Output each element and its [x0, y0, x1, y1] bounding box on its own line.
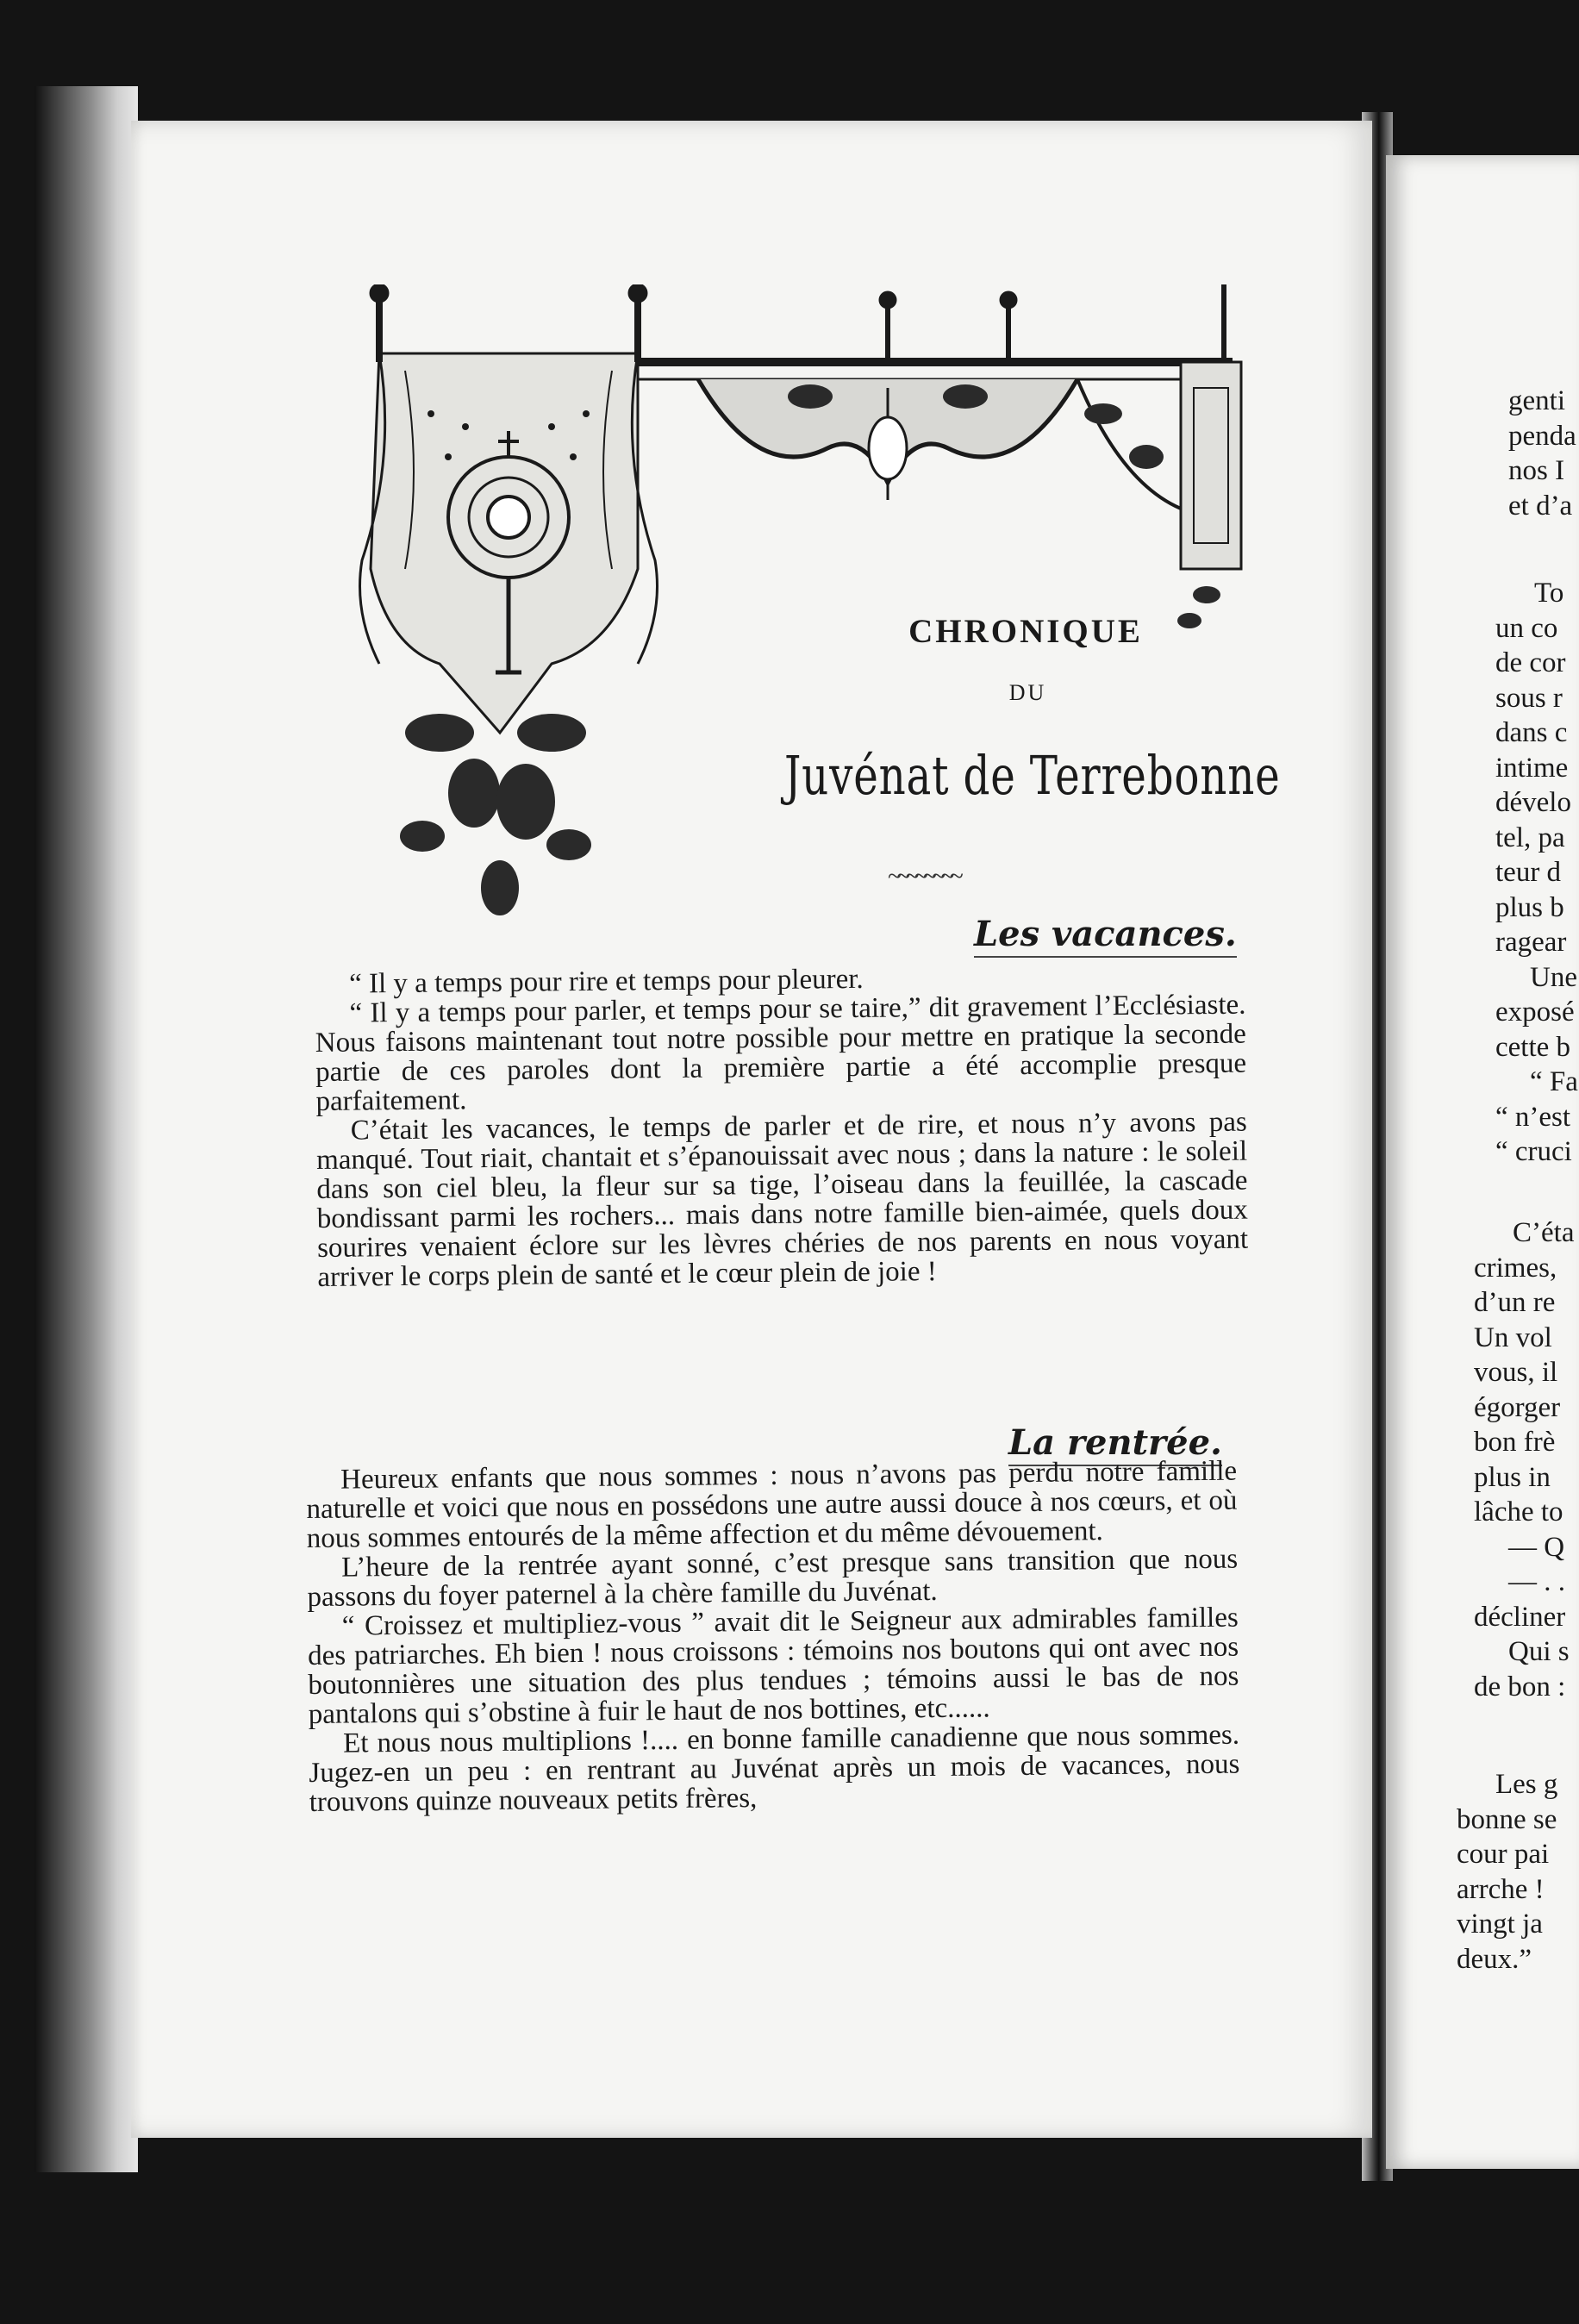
- text-line: d’un re: [1474, 1287, 1556, 1318]
- right-page-block-1: [1508, 384, 1576, 523]
- section-heading-rentree: La rentrée.: [1008, 1422, 1222, 1466]
- text-line: “ cruci: [1495, 1136, 1572, 1167]
- text-line: cour pai: [1457, 1839, 1550, 1870]
- text-line: lâche to: [1474, 1496, 1563, 1527]
- text-line: crimes,: [1474, 1252, 1557, 1284]
- text-line: Les g: [1495, 1769, 1558, 1800]
- paragraph: “ Croissez et multipliez-vous ” avait dit le Seigneur aux admirables familles des patriarches. Eh bien ! nous croissons : témoins nos boutons qui ont avec nos boutonnières une situation des plus tendues ; témoins aussi le bas de nos pantalons qui s’obstine à fuir le haut de nos bottines, etc......: [307, 1602, 1239, 1730]
- text-line: “ n’est: [1495, 1101, 1571, 1133]
- text-line: exposé: [1495, 996, 1575, 1028]
- text-line: — Q: [1508, 1531, 1565, 1563]
- text-line: vous, il: [1474, 1357, 1558, 1388]
- text-line: dévelo: [1495, 787, 1571, 818]
- text-line: bon frè: [1474, 1427, 1556, 1458]
- right-page-block-4: [1457, 1767, 1557, 1977]
- text-line: décliner: [1474, 1601, 1566, 1633]
- text-line: Une: [1530, 961, 1577, 993]
- text-line: C’éta: [1513, 1217, 1575, 1248]
- text-line: intime: [1495, 752, 1569, 784]
- text-line: cette b: [1495, 1031, 1571, 1063]
- text-line: “ Fa: [1530, 1066, 1578, 1097]
- text-line: penda: [1508, 420, 1576, 452]
- right-page-block-3: [1474, 1215, 1574, 1704]
- text-line: de cor: [1495, 647, 1566, 678]
- right-page-block-2: [1495, 576, 1578, 1170]
- text-line: teur d: [1495, 857, 1562, 888]
- paragraph: “ Il y a temps pour rire et temps pour pleurer.: [348, 963, 864, 1000]
- text-line: dans c: [1495, 717, 1568, 748]
- text-line: deux.”: [1457, 1943, 1532, 1975]
- ornamental-rule: ~~~~~~~~: [888, 862, 958, 890]
- text-line: plus b: [1495, 891, 1564, 923]
- title-block: [750, 612, 1281, 807]
- text-line: sous r: [1495, 682, 1563, 714]
- title-du: DU: [1008, 680, 1047, 705]
- text-line: vingt ja: [1457, 1909, 1543, 1940]
- text-line: arrche !: [1457, 1873, 1545, 1905]
- text-line: ragear: [1495, 927, 1567, 958]
- text-line: égorger: [1474, 1391, 1561, 1423]
- text-line: To: [1534, 578, 1564, 609]
- paragraph: Et nous nous multiplions !.... en bonne famille canadienne que nous sommes. Jugez-en un peu : en rentrant au Juvénat après un mois de vacances, nous trouvons quinze nouveaux petits frères,: [309, 1719, 1240, 1818]
- paragraph: L’heure de la rentrée ayant sonné, c’est presque sans transition que nous passons du foyer paternel à la chère famille du Juvénat.: [307, 1543, 1239, 1613]
- text-line: Qui s: [1508, 1636, 1570, 1667]
- book-cover-edge: [34, 86, 138, 2172]
- text-line: — . .: [1508, 1566, 1565, 1597]
- section-vacances-body: [315, 961, 1249, 1292]
- text-line: bonne se: [1457, 1803, 1557, 1835]
- title-juvenat: Juvénat de Terrebonne: [784, 744, 1281, 807]
- paragraph: “ Il y a temps pour parler, et temps pour se taire,” dit gravement l’Ecclésiaste. Nous faisons maintenant tout notre possible pour mettre en pratique la seconde partie de ces paroles dont la première partie a été accomplie presque parfaitement.: [315, 989, 1247, 1117]
- text-line: Un vol: [1474, 1321, 1552, 1353]
- text-line: de bon :: [1474, 1671, 1566, 1702]
- text-line: et d’a: [1508, 490, 1573, 522]
- title-chronique: CHRONIQUE: [908, 613, 1143, 650]
- text-line: un co: [1495, 612, 1558, 644]
- text-line: nos I: [1508, 455, 1565, 486]
- text-line: plus in: [1474, 1461, 1551, 1493]
- section-rentree-body: [306, 1457, 1240, 1817]
- text-line: genti: [1508, 385, 1565, 416]
- text-line: tel, pa: [1495, 822, 1565, 853]
- paragraph: Heureux enfants que nous sommes : nous n’avons pas perdu notre famille naturelle et voici que nous en possédons une autre aussi douce à nos cœurs, et où nous sommes entourés de la même affection et du même dévouement.: [306, 1455, 1238, 1554]
- paragraph: C’était les vacances, le temps de parler et de rire, et nous n’y avons pas manqué. Tout riait, chantait et s’épanouissait avec nous ; dans la nature : le soleil dans son ciel bleu, la fleur sur sa tige, l’oiseau dans la feuillée, la cascade bondissant parmi les rochers... mais dans notre famille bien-aimée, quels doux sourires venaient éclore sur les lèvres chéries de nos parents en nous voyant arriver le corps plein de santé et le cœur plein de joie !: [315, 1106, 1249, 1293]
- section-heading-vacances: Les vacances.: [974, 914, 1237, 958]
